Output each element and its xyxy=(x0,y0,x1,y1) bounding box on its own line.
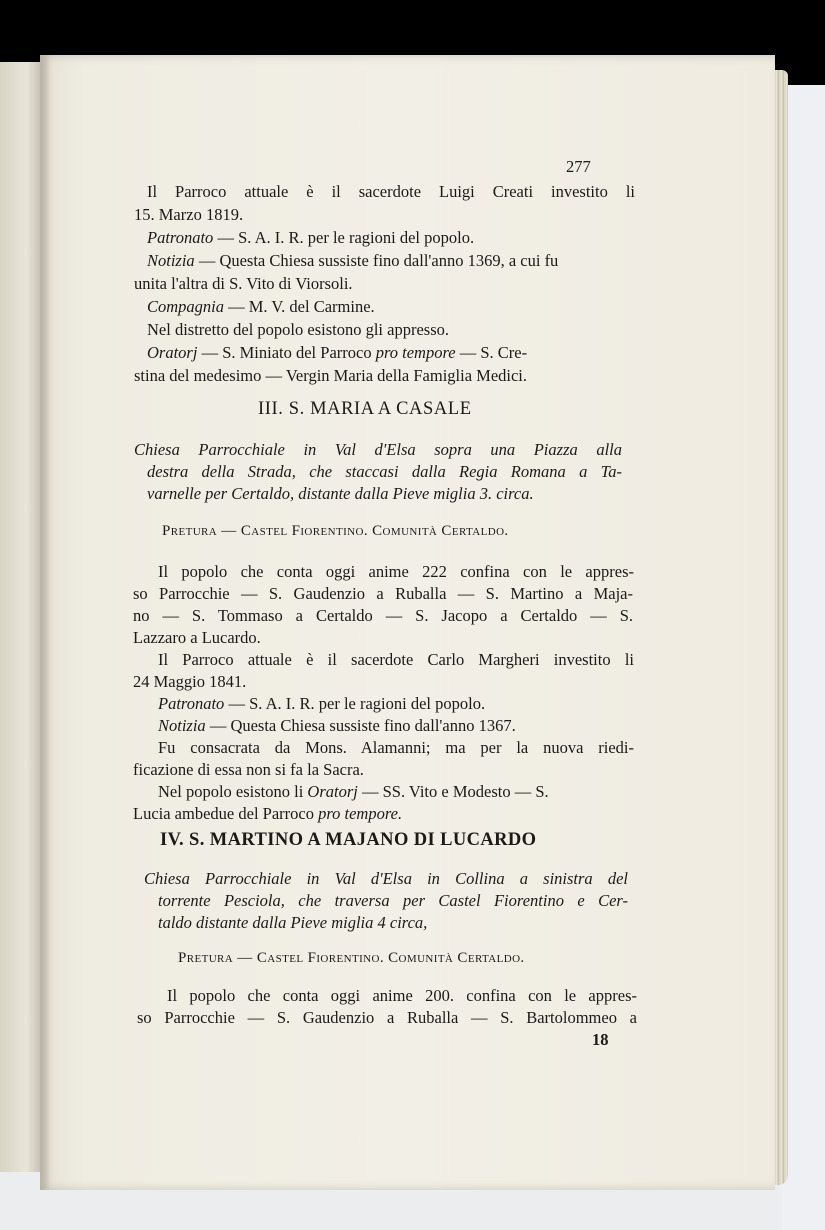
text-line: Oratorj — S. Miniato del Parroco pro tempore — S. Cre- xyxy=(147,343,528,362)
label-patronato: Patronato xyxy=(147,228,214,247)
text-line: so Parrocchie — S. Gaudenzio a Ruballa — S. Bartolommeo a xyxy=(137,1008,637,1027)
text-line: Il Parroco attuale è il sacerdote Luigi Creati investito li xyxy=(147,182,635,201)
page-number: 277 xyxy=(566,157,591,176)
text-line: stina del medesimo — Vergin Maria della Famiglia Medici. xyxy=(134,366,528,385)
text-line: so Parrocchie — S. Gaudenzio a Ruballa — S. Martino a Maja- xyxy=(133,584,633,603)
text-line: Lucia ambedue del Parroco pro tempore. xyxy=(133,804,403,823)
description-line: taldo distante dalla Pieve miglia 4 circa, xyxy=(158,913,428,932)
text-line: Nel distretto del popolo esistono gli appresso. xyxy=(147,320,450,339)
text-line: ficazione di essa non si fa la Sacra. xyxy=(133,760,364,779)
description-line: Chiesa Parrocchiale in Val d'Elsa in Collina a sinistra del xyxy=(144,869,628,888)
text-line: Fu consacrata da Mons. Alamanni; ma per la nuova riedi- xyxy=(158,738,634,757)
text-line: Il Parroco attuale è il sacerdote Carlo Margheri investito li xyxy=(158,650,634,669)
text-line: unita l'altra di S. Vito di Viorsoli. xyxy=(134,274,353,293)
description-line: varnelle per Certaldo, distante dalla Pieve miglia 3. circa. xyxy=(147,484,534,503)
text-line: Patronato — S. A. I. R. per le ragioni del popolo. xyxy=(147,228,475,247)
text-line: Il popolo che conta oggi anime 222 confina con le appres- xyxy=(158,562,634,581)
text-line: 24 Maggio 1841. xyxy=(133,672,247,691)
description-line: destra della Strada, che staccasi dalla Regia Romana a Ta- xyxy=(147,462,622,481)
label-notizia: Notizia xyxy=(158,716,206,735)
section-heading: IV. S. MARTINO A MAJANO DI LUCARDO xyxy=(160,830,537,850)
text-line: Il popolo che conta oggi anime 200. confina con le appres- xyxy=(167,986,637,1005)
jurisdiction-line: Pretura — Castel Fiorentino. Comunità Certaldo. xyxy=(178,950,525,966)
text-line: Compagnia — M. V. del Carmine. xyxy=(147,297,375,316)
text-line: no — S. Tommaso a Certaldo — S. Jacopo a Certaldo — S. xyxy=(133,606,633,625)
label-notizia: Notizia xyxy=(147,251,195,270)
text-line: Patronato — S. A. I. R. per le ragioni del popolo. xyxy=(158,694,486,713)
description-line: torrente Pesciola, che traversa per Castel Fiorentino e Cer- xyxy=(158,891,628,910)
text-line: Nel popolo esistono li Oratorj — SS. Vito e Modesto — S. xyxy=(158,782,549,801)
text-line: Lazzaro a Lucardo. xyxy=(133,628,261,647)
label-patronato: Patronato xyxy=(158,694,225,713)
label-oratorj: Oratorj xyxy=(307,782,358,801)
section-heading: III. S. MARIA A CASALE xyxy=(258,399,472,419)
text-line: Notizia — Questa Chiesa sussiste fino dall'anno 1367. xyxy=(158,716,516,735)
jurisdiction-line: Pretura — Castel Fiorentino. Comunità Certaldo. xyxy=(162,523,509,539)
text-line: 15. Marzo 1819. xyxy=(134,205,244,224)
description-line: Chiesa Parrocchiale in Val d'Elsa sopra una Piazza alla xyxy=(134,440,622,459)
label-oratorj: Oratorj xyxy=(147,343,198,362)
signature-mark: 18 xyxy=(592,1030,609,1049)
label-compagnia: Compagnia xyxy=(147,297,225,316)
text-line: Notizia — Questa Chiesa sussiste fino dall'anno 1369, a cui fu xyxy=(147,251,559,270)
